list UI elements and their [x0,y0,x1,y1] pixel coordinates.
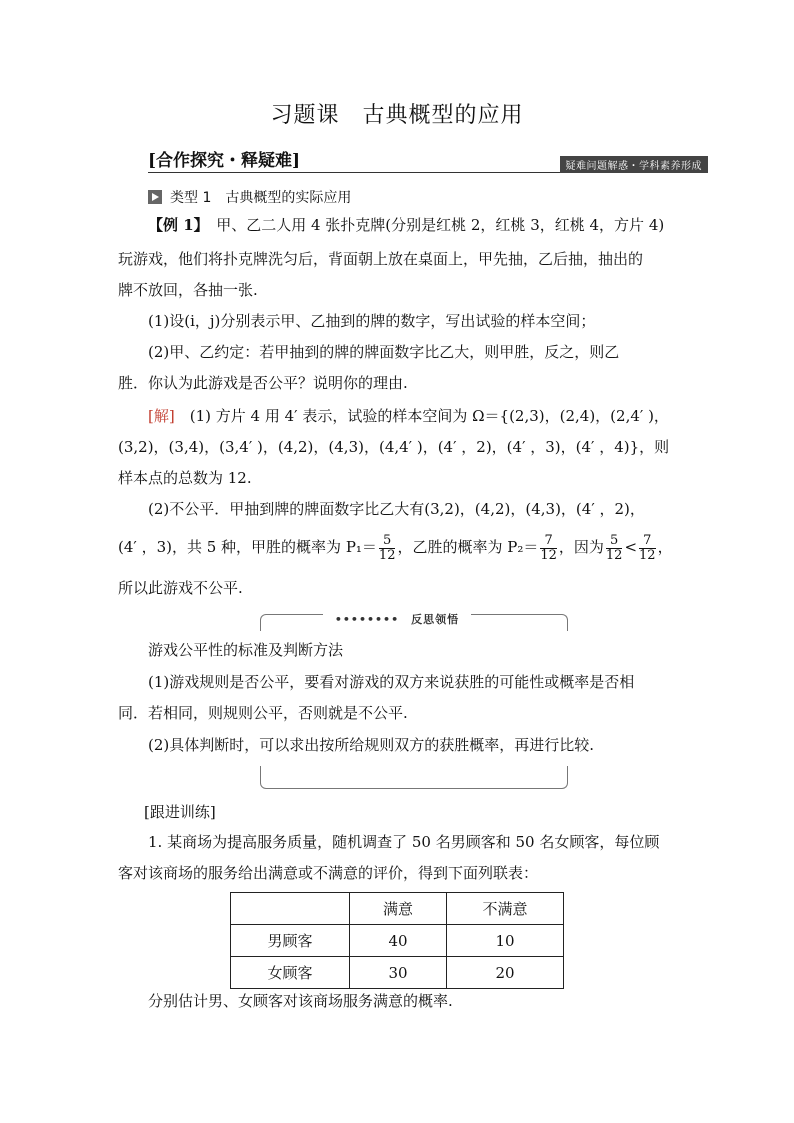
question-1: (1)设(i，j)分别表示甲、乙抽到的牌的数字，写出试验的样本空间； [148,312,596,330]
reflection-label: 反思领悟 [405,613,465,626]
solution-line-1 [118,407,718,425]
reflection-label-wrap [323,613,471,626]
reflection-box-bottom [260,766,568,789]
table-cell: 40 [350,925,447,957]
reflection-line-1a: (1)游戏规则是否公平，要看对游戏的双方来说获胜的可能性或概率是否相 [148,673,635,691]
example-label: 【例 1】 [148,216,202,234]
table-cell: 男顾客 [231,925,350,957]
fraction-p2 [540,534,557,563]
table-cell: 10 [447,925,564,957]
example-line-1 [118,216,718,234]
fraction-compare-right-num: 7 [639,534,656,549]
fraction-compare-left-num: 5 [606,534,623,549]
table-cell: 女顾客 [231,957,350,989]
solution-line-6: 所以此游戏不公平. [118,579,243,597]
example-line-2: 玩游戏，他们将扑克牌洗匀后，背面朝上放在桌面上，甲先抽，乙后抽，抽出的 [118,250,644,268]
table-cell: 20 [447,957,564,989]
reflection-line-2: (2)具体判断时，可以求出按所给规则双方的获胜概率，再进行比较. [148,736,595,754]
solution-line-2: (3,2)，(3,4)，(3,4′ )，(4,2)，(4,3)，(4,4′ )，(4′ ，2)，(4′ ，3)，(4′ ，4)}，则 [118,438,670,456]
reflection-line-1b: 同．若相同，则规则公平，否则就是不公平. [118,704,408,722]
table-row [231,925,564,957]
practice-line-1: 1. 某商场为提高服务质量，随机调查了 50 名男顾客和 50 名女顾客，每位顾 [148,833,660,851]
table-header-cell: 不满意 [447,893,564,925]
fraction-compare-right-den: 12 [639,547,656,563]
example-text-1: 甲、乙二人用 4 张扑克牌(分别是红桃 2，红桃 3，红桃 4，方片 4) [216,216,665,234]
reflection-label-row [0,608,794,627]
question-2b: 胜．你认为此游戏是否公平？说明你的理由. [118,374,408,392]
example-line-3: 牌不放回，各抽一张. [118,281,258,299]
section-title: [合作探究・释疑难] [148,151,301,171]
solution-line-3: 样本点的总数为 12. [118,469,252,487]
table-cell: 30 [350,957,447,989]
solution-line-4: (2)不公平．甲抽到牌的牌面数字比乙大有(3,2)，(4,2)，(4,3)，(4′ ，2)， [148,500,645,518]
fraction-p1-den: 12 [378,547,396,563]
solution-text-5c: ，因为 [558,538,604,556]
section-header [148,146,708,173]
solution-line-5 [118,530,688,564]
table-header-cell: 满意 [350,893,447,925]
type-heading-text: 类型 1 古典概型的实际应用 [170,190,352,206]
reflection-heading: 游戏公平性的标准及判断方法 [148,641,344,659]
section-subtitle: 疑难问题解惑・学科素养形成 [560,156,709,173]
table-row [231,957,564,989]
table-header-cell [231,893,350,925]
page-title: 习题课 古典概型的应用 [270,103,524,128]
fraction-p2-den: 12 [540,547,557,563]
less-than-sign: < [624,538,638,556]
fraction-p1-num: 5 [379,534,396,549]
solution-label: [解] [148,407,175,425]
practice-line-3: 分别估计男、女顾客对该商场服务满意的概率. [148,992,453,1010]
fraction-p2-num: 7 [540,534,557,549]
contingency-table [230,892,564,989]
solution-text-5a: (4′ ，3)，共 5 种，甲胜的概率为 P₁＝ [118,538,377,556]
play-triangle-icon [148,190,162,204]
type-heading [148,187,351,207]
fraction-compare-left [606,534,623,563]
fraction-p1 [379,534,396,563]
reflection-dots: •••••••• [329,613,405,626]
practice-label: [跟进训练] [144,803,216,821]
fraction-compare-left-den: 12 [605,547,623,563]
solution-text-1: (1) 方片 4 用 4′ 表示，试验的样本空间为 Ω＝{(2,3)，(2,4)，(2,4′ )， [189,407,669,425]
solution-comma: ， [657,538,673,556]
fraction-compare-right [639,534,656,563]
practice-line-2: 客对该商场的服务给出满意或不满意的评价，得到下面列联表： [118,864,539,882]
table-header-row [231,893,564,925]
solution-text-5b: ，乙胜的概率为 P₂＝ [397,538,539,556]
question-2a: (2)甲、乙约定：若甲抽到的牌的牌面数字比乙大，则甲胜，反之，则乙 [148,343,620,361]
